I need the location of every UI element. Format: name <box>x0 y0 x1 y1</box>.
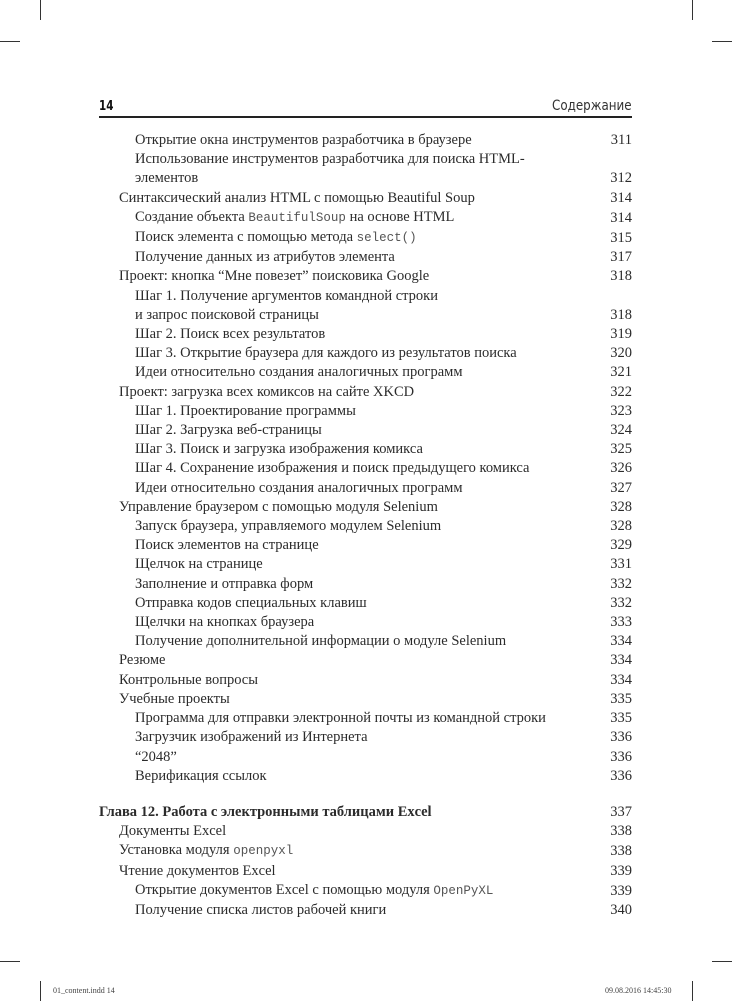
toc-entry-title: Программа для отправки электронной почты из командной строки <box>135 710 546 727</box>
crop-mark-top-right-h <box>712 41 732 42</box>
toc-entry[interactable] <box>99 594 632 613</box>
toc-entry-title: Глава 12. Работа с электронными таблицами Excel <box>99 803 432 820</box>
toc-page-number: 334 <box>610 633 632 650</box>
toc-entry[interactable] <box>99 575 632 594</box>
running-head <box>99 96 632 118</box>
toc-entry[interactable] <box>99 671 632 690</box>
title-text: Создание объекта <box>135 208 249 225</box>
toc-page-number: 336 <box>610 748 632 765</box>
toc-entry-title <box>99 287 632 325</box>
toc-page-number: 322 <box>610 383 632 400</box>
code-identifier: openpyxl <box>233 844 294 859</box>
toc-page-number: 334 <box>610 671 632 688</box>
crop-mark-top-left-v <box>40 0 41 20</box>
toc-entry[interactable] <box>99 287 632 325</box>
crop-mark-top-left-h <box>0 41 20 42</box>
toc-entry-title: Получение данных из атрибутов элемента <box>135 249 395 266</box>
toc-chapter-entry[interactable] <box>99 803 632 822</box>
toc-entry-title: Чтение документов Excel <box>119 862 276 879</box>
toc-entry[interactable] <box>99 901 632 920</box>
toc-page-number: 340 <box>610 901 632 918</box>
toc-entry-title: Идеи относительно создания аналогичных программ <box>135 364 463 381</box>
title-line: и запрос поисковой страницы <box>135 306 319 323</box>
toc-entry[interactable] <box>99 440 632 459</box>
toc-entry-title: Документы Excel <box>119 823 227 840</box>
page-number: 14 <box>99 99 114 114</box>
toc-entry[interactable] <box>99 421 632 440</box>
toc-entry[interactable] <box>99 150 632 188</box>
toc-entry[interactable] <box>99 248 632 267</box>
toc-entry[interactable] <box>99 881 632 901</box>
toc-entry[interactable] <box>99 459 632 478</box>
toc-entry[interactable] <box>99 613 632 632</box>
toc-page-number: 332 <box>610 594 632 611</box>
toc-entry[interactable] <box>99 131 632 150</box>
toc-page-number: 315 <box>610 230 632 247</box>
toc-entry-title <box>99 208 632 228</box>
crop-mark-bottom-left-v <box>40 981 41 1001</box>
toc-page-number: 338 <box>610 843 632 860</box>
toc-entry[interactable] <box>99 402 632 421</box>
toc-entry-title: Шаг 3. Поиск и загрузка изображения комикса <box>135 441 423 458</box>
title-text: на основе HTML <box>345 208 455 225</box>
toc-entry[interactable] <box>99 632 632 651</box>
toc-page-number: 321 <box>610 364 632 381</box>
toc-page-number: 335 <box>610 710 632 727</box>
toc-page-number: 311 <box>610 132 632 148</box>
toc-entry[interactable] <box>99 189 632 208</box>
toc-entry[interactable] <box>99 208 632 228</box>
toc-page-number: 314 <box>610 189 632 206</box>
table-of-contents <box>99 131 632 920</box>
toc-entry[interactable] <box>99 822 632 841</box>
toc-page-number: 332 <box>610 575 632 592</box>
toc-entry[interactable] <box>99 325 632 344</box>
toc-entry-title <box>99 228 632 248</box>
toc-entry-title <box>99 841 632 861</box>
toc-entry[interactable] <box>99 555 632 574</box>
toc-entry-title: Шаг 1. Проектирование программы <box>135 402 356 419</box>
code-identifier: OpenPyXL <box>433 883 494 898</box>
toc-entry-title: Запуск браузера, управляемого модулем Selenium <box>135 518 442 535</box>
crop-mark-bottom-left-h <box>0 961 20 962</box>
slug-timestamp: 09.08.2016 14:45:30 <box>605 986 672 995</box>
toc-entry-title: Заполнение и отправка форм <box>135 575 314 592</box>
toc-entry-title: Синтаксический анализ HTML с помощью Beautiful Soup <box>119 189 475 206</box>
toc-entry-title: Шаг 2. Поиск всех результатов <box>135 326 326 343</box>
toc-entry-title: Резюме <box>119 652 166 669</box>
title-line: Шаг 1. Получение аргументов командной строки <box>135 287 438 304</box>
toc-entry-title: Верификация ссылок <box>135 767 267 784</box>
toc-page-number: 336 <box>610 767 632 784</box>
toc-entry[interactable] <box>99 363 632 382</box>
toc-page-number: 324 <box>610 422 632 439</box>
code-identifier: BeautifulSoup <box>248 210 346 225</box>
toc-entry[interactable] <box>99 267 632 286</box>
toc-entry[interactable] <box>99 228 632 248</box>
toc-entry[interactable] <box>99 517 632 536</box>
toc-entry[interactable] <box>99 748 632 767</box>
toc-entry[interactable] <box>99 383 632 402</box>
toc-page-number: 337 <box>610 803 632 820</box>
toc-entry[interactable] <box>99 862 632 881</box>
toc-page-number: 339 <box>610 862 632 879</box>
toc-page-number: 323 <box>610 402 632 419</box>
toc-entry-title: Управление браузером с помощью модуля Selenium <box>119 498 438 515</box>
toc-page-number: 320 <box>610 345 632 362</box>
title-line: элементов <box>135 170 199 187</box>
toc-entry-title: Учебные проекты <box>119 690 230 707</box>
toc-entry[interactable] <box>99 479 632 498</box>
toc-page-number: 328 <box>610 498 632 515</box>
crop-mark-bottom-right-v <box>692 981 693 1001</box>
toc-page-number: 326 <box>610 460 632 477</box>
toc-entry[interactable] <box>99 690 632 709</box>
toc-page-number: 314 <box>610 209 632 226</box>
toc-entry-title: Щелчки на кнопках браузера <box>135 614 315 631</box>
title-text: Поиск элемента с помощью метода <box>135 229 357 246</box>
toc-entry-title: Щелчок на странице <box>135 556 263 573</box>
toc-page-number: 318 <box>610 306 632 323</box>
toc-entry[interactable] <box>99 651 632 670</box>
toc-entry-title: Шаг 2. Загрузка веб-страницы <box>135 422 322 439</box>
toc-page-number: 336 <box>610 729 632 746</box>
crop-mark-top-right-v <box>692 0 693 20</box>
toc-entry-title: Проект: кнопка “Мне повезет” поисковика Google <box>119 268 430 285</box>
toc-page-number: 319 <box>610 326 632 343</box>
toc-entry-title: Контрольные вопросы <box>119 671 258 688</box>
toc-entry-title: “2048” <box>135 748 177 765</box>
title-line: Использование инструментов разработчика для поиска HTML- <box>135 151 525 168</box>
slug-file: 01_content.indd 14 <box>53 986 115 995</box>
toc-entry[interactable] <box>99 728 632 747</box>
toc-page-number: 334 <box>610 652 632 669</box>
toc-entry-title: Поиск элементов на странице <box>135 537 319 554</box>
toc-entry[interactable] <box>99 709 632 728</box>
running-head-title: Содержание <box>552 98 632 114</box>
toc-entry-title: Шаг 4. Сохранение изображения и поиск предыдущего комикса <box>135 460 530 477</box>
toc-page-number: 339 <box>610 882 632 899</box>
toc-entry-title: Шаг 3. Открытие браузера для каждого из результатов поиска <box>135 345 517 362</box>
toc-entry-title: Получение списка листов рабочей книги <box>135 901 387 918</box>
toc-page-number: 318 <box>610 268 632 285</box>
toc-entry-title: Отправка кодов специальных клавиш <box>135 594 367 611</box>
title-text: Установка модуля <box>119 842 234 859</box>
toc-page-number: 338 <box>610 823 632 840</box>
toc-entry[interactable] <box>99 841 632 861</box>
toc-entry-title: Идеи относительно создания аналогичных программ <box>135 479 463 496</box>
toc-entry-title: Получение дополнительной информации о модуле Selenium <box>135 633 507 650</box>
crop-mark-bottom-right-h <box>712 961 732 962</box>
toc-entry-title: Открытие окна инструментов разработчика в браузере <box>135 132 472 148</box>
toc-page-number: 317 <box>610 249 632 266</box>
toc-page-number: 312 <box>610 170 632 187</box>
toc-entry[interactable] <box>99 344 632 363</box>
toc-entry-title: Проект: загрузка всех комиксов на сайте XKCD <box>119 383 415 400</box>
toc-entry-title <box>99 150 632 188</box>
toc-page-number: 328 <box>610 518 632 535</box>
toc-page-number: 331 <box>610 556 632 573</box>
toc-entry-title <box>99 881 632 901</box>
code-identifier: select() <box>356 231 417 246</box>
toc-page-number: 327 <box>610 479 632 496</box>
toc-entry-title: Загрузчик изображений из Интернета <box>135 729 368 746</box>
toc-entry[interactable] <box>99 498 632 517</box>
toc-page-number: 325 <box>610 441 632 458</box>
title-text: Открытие документов Excel с помощью модуля <box>135 881 434 898</box>
toc-page-number: 333 <box>610 614 632 631</box>
toc-page-number: 335 <box>610 690 632 707</box>
toc-entry[interactable] <box>99 767 632 786</box>
chapter-gap <box>99 786 632 803</box>
toc-entry[interactable] <box>99 536 632 555</box>
toc-page-number: 329 <box>610 537 632 554</box>
